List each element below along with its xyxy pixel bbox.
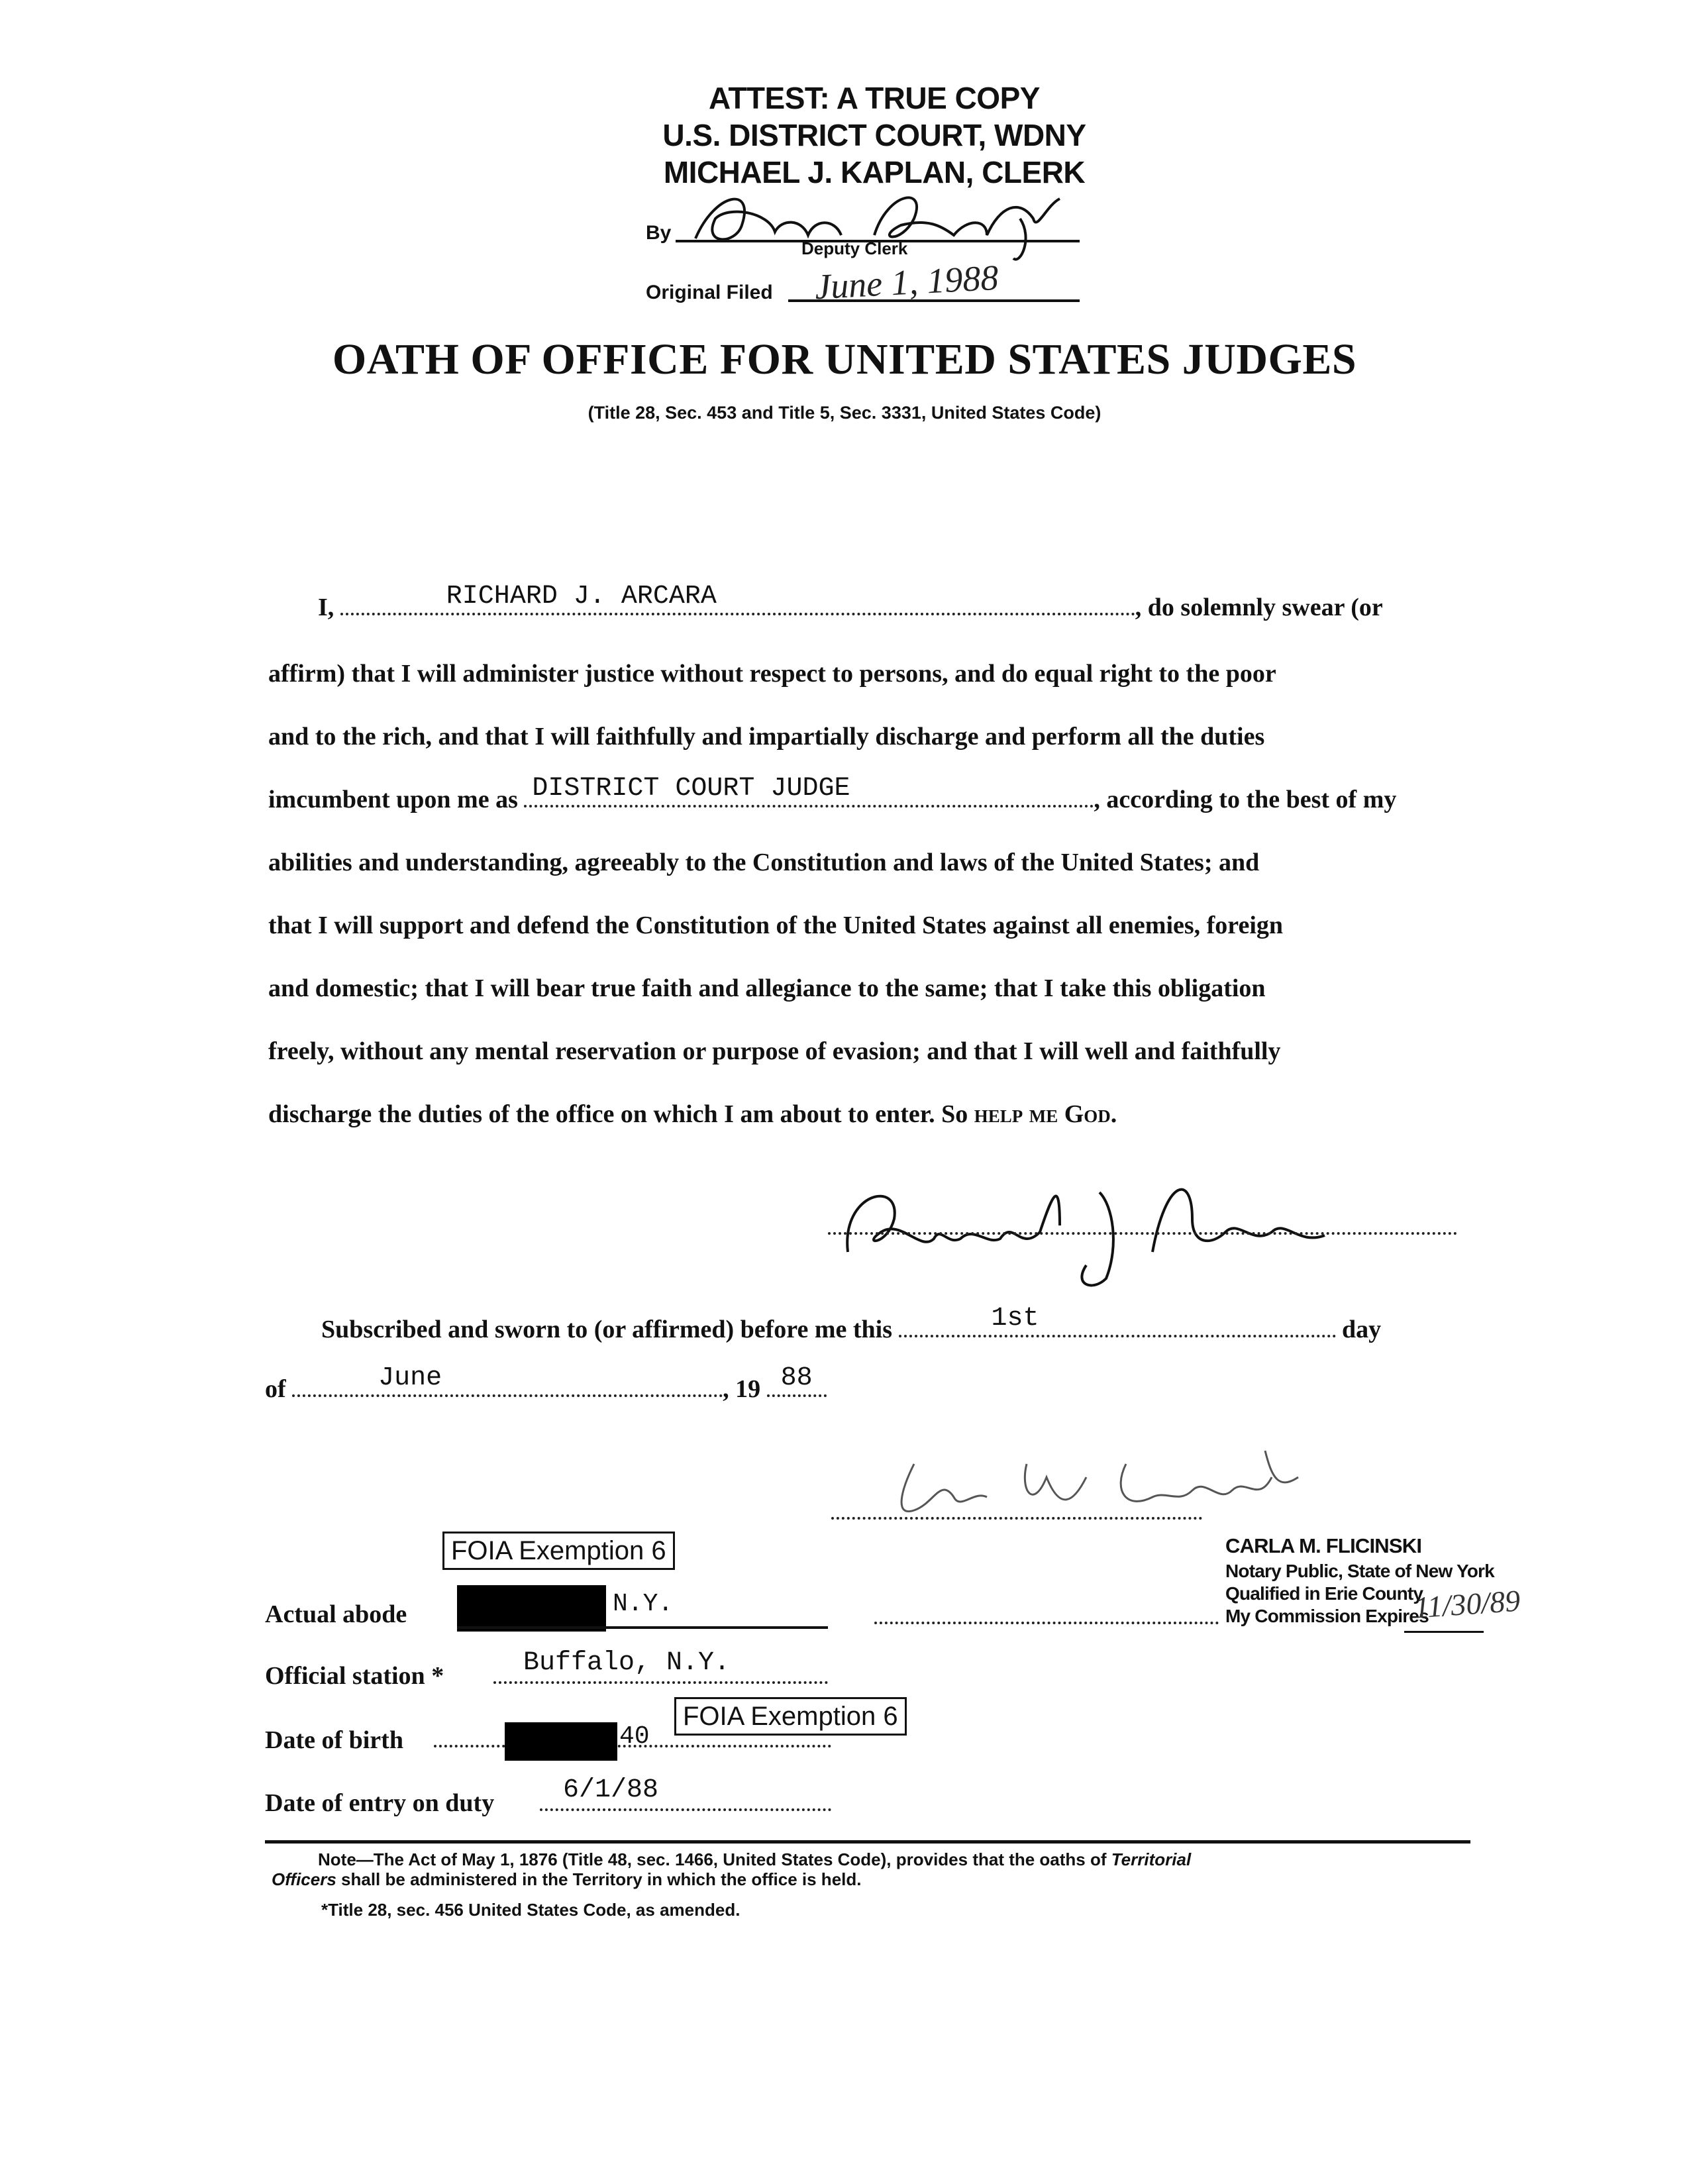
document-subtitle: (Title 28, Sec. 453 and Title 5, Sec. 3331, United States Code): [588, 403, 1101, 423]
oath-line-3: and to the rich, and that I will faithfully and impartially discharge and perform all the duties: [268, 723, 1265, 751]
redaction-abode: [457, 1585, 606, 1632]
note-divider: [265, 1840, 1470, 1844]
sworn-l1-pre: Subscribed and sworn to (or affirmed) before me this: [321, 1316, 892, 1343]
attest-block: [596, 79, 1152, 191]
oath-line-1: [318, 582, 1383, 622]
attest-line-3: MICHAEL J. KAPLAN, CLERK: [663, 155, 1086, 189]
year-field: [767, 1363, 827, 1397]
sworn-day-label: day: [1342, 1316, 1382, 1343]
note-line-1-text: Note—The Act of May 1, 1876 (Title 48, sec. 1466, United States Code), provides that the oaths of: [318, 1849, 1107, 1869]
oath-l4-pre: imcumbent upon me as: [268, 786, 518, 813]
original-filed-date: June 1, 1988: [813, 257, 999, 307]
day-field: [899, 1304, 1336, 1337]
position-value: DISTRICT COURT JUDGE: [532, 774, 850, 804]
by-label: By: [646, 222, 672, 244]
note-officers: Officers: [272, 1869, 336, 1889]
year-value: 88: [780, 1363, 813, 1393]
notary-line-4: My Commission Expires: [1225, 1606, 1429, 1626]
abode-line: [457, 1626, 828, 1629]
judge-signature: [821, 1153, 1470, 1298]
abode-label: Actual abode: [265, 1600, 407, 1628]
entry-label: Date of entry on duty: [265, 1789, 495, 1817]
dob-label: Date of birth: [265, 1726, 403, 1754]
notary-dotted-line: [874, 1622, 1219, 1624]
notary-signature: [874, 1437, 1338, 1530]
oath-line-8: freely, without any mental reservation or purpose of evasion; and that I will well and faithfully: [268, 1037, 1281, 1065]
oath-l1-post: , do solemnly swear (or: [1135, 594, 1383, 621]
note-territorial: Territorial: [1111, 1849, 1192, 1869]
note-line-2-text: shall be administered in the Territory in which the office is held.: [341, 1869, 862, 1889]
entry-line: [540, 1808, 831, 1811]
note-line-2: [272, 1869, 861, 1889]
document-title: OATH OF OFFICE FOR UNITED STATES JUDGES: [332, 335, 1357, 384]
note-line-1: [318, 1849, 1191, 1869]
attest-line-1: ATTEST: A TRUE COPY: [709, 81, 1040, 115]
oath-line-4: [268, 774, 1397, 814]
notary-name: CARLA M. FLICINSKI: [1225, 1534, 1422, 1557]
station-label: Official station *: [265, 1662, 444, 1690]
attest-line-2: U.S. DISTRICT COURT, WDNY: [662, 118, 1086, 152]
abode-value: N.Y.: [613, 1590, 674, 1618]
deputy-clerk-label: Deputy Clerk: [801, 238, 908, 258]
judge-name-value: RICHARD J. ARCARA: [446, 582, 717, 611]
oath-line-9: [268, 1100, 1117, 1129]
notary-line-3: Qualified in Erie County: [1225, 1583, 1423, 1604]
notary-expires-line: [1404, 1631, 1484, 1633]
help-me-text: help me: [974, 1100, 1058, 1128]
oath-l4-post: , according to the best of my: [1094, 786, 1397, 813]
position-field: [524, 774, 1094, 807]
original-filed-label: Original Filed: [646, 282, 773, 303]
note-line-3: *Title 28, sec. 456 United States Code, as amended.: [321, 1900, 741, 1920]
station-value: Buffalo, N.Y.: [523, 1648, 731, 1678]
notary-line-2: Notary Public, State of New York: [1225, 1561, 1494, 1581]
redaction-dob: [505, 1722, 617, 1761]
sworn-line-2: [265, 1363, 827, 1404]
oath-l1-pre: I,: [318, 594, 334, 621]
judge-signature-line: [828, 1232, 1457, 1235]
god-text: God.: [1064, 1100, 1117, 1128]
day-value: 1st: [991, 1304, 1039, 1333]
foia-exemption-label-2: FOIA Exemption 6: [674, 1697, 907, 1736]
name-field: [340, 582, 1135, 615]
oath-line-5: abilities and understanding, agreeably to the Constitution and laws of the United States; and: [268, 849, 1260, 876]
dob-value: 40: [619, 1722, 650, 1751]
sworn-line-1: [321, 1304, 1382, 1344]
commission-expires-value: 11/30/89: [1413, 1583, 1521, 1625]
year-prefix: , 19: [723, 1375, 761, 1403]
oath-line-7: and domestic; that I will bear true faith and allegiance to the same; that I take this obligation: [268, 974, 1266, 1002]
month-field: [292, 1363, 723, 1397]
oath-line-6: that I will support and defend the Constitution of the United States against all enemies, foreign: [268, 911, 1284, 939]
of-label: of: [265, 1375, 286, 1403]
oath-l9-pre: discharge the duties of the office on which I am about to enter. So: [268, 1100, 968, 1128]
month-value: June: [378, 1363, 442, 1393]
station-line: [493, 1681, 828, 1684]
foia-exemption-label-1: FOIA Exemption 6: [442, 1532, 675, 1570]
entry-value: 6/1/88: [563, 1775, 659, 1805]
oath-line-2: affirm) that I will administer justice without respect to persons, and do equal right to the poor: [268, 660, 1276, 688]
notary-signature-line: [831, 1517, 1202, 1520]
